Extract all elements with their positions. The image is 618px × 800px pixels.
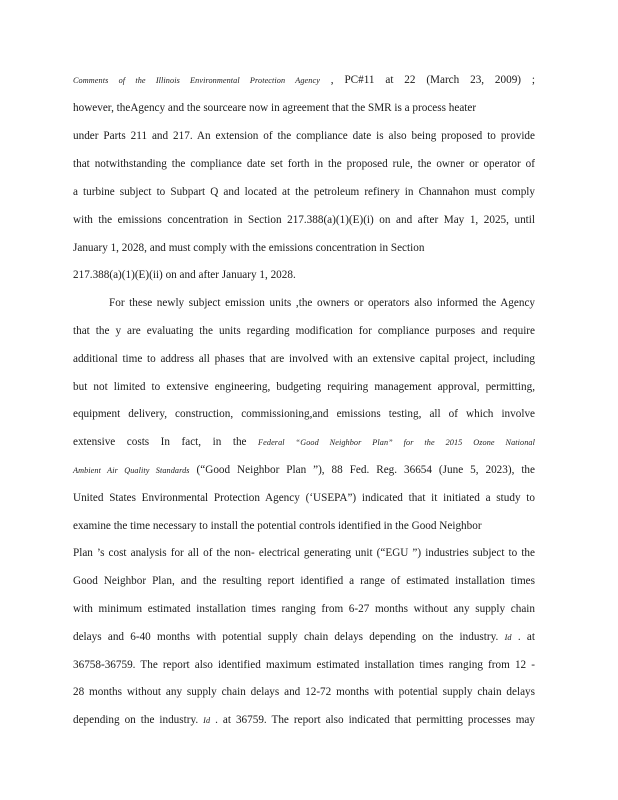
text-line [73, 602, 535, 616]
text-line [73, 519, 535, 533]
text-line [73, 630, 535, 645]
line-text: with minimum estimated installation times ranging from 6-27 months without any supply chain [73, 603, 535, 615]
text-line [73, 407, 535, 421]
line-text: . at [511, 631, 536, 643]
line-text: January 1, 2028, and must comply with the emissions concentration in Section [73, 242, 425, 254]
line-text: extensive costs In fact, in the [73, 436, 259, 448]
line-text: a turbine subject to Subpart Q and located at the petroleum refinery in Channahon must comply [73, 186, 535, 198]
line-text: 217.388(a)(1)(E)(ii) on and after January 1, 2028. [73, 269, 296, 281]
text-line [73, 324, 535, 338]
text-line [73, 129, 535, 143]
line-text: that the y are evaluating the units regarding modification for compliance purposes and require [73, 325, 535, 337]
line-text: . at 36759. The report also indicated that permitting processes may [210, 714, 535, 726]
text-line [73, 658, 535, 672]
line-text: with the emissions concentration in Section 217.388(a)(1)(E)(i) on and after May 1, 2025, until [73, 214, 535, 226]
text-line [73, 352, 535, 366]
line-text: United States Environmental Protection Agency (‘USEPA”) indicated that it initiated a study to [73, 492, 535, 504]
line-text: under Parts 211 and 217. An extension of the compliance date is also being proposed to provide [73, 130, 535, 142]
text-line [73, 435, 535, 450]
line-text: For these newly subject emission units ,the owners or operators also informed the Agency [109, 297, 535, 309]
text-line [73, 185, 535, 199]
line-text: that notwithstanding the compliance date set forth in the proposed rule, the owner or operator of [73, 158, 535, 170]
line-text: Plan ’s cost analysis for all of the non- electrical generating unit (“EGU ”) industries subject to the [73, 547, 535, 559]
text-line [73, 73, 535, 88]
line-text: but not limited to extensive engineering, budgeting requiring management approval, permitting, [73, 381, 535, 393]
text-line [73, 157, 535, 171]
text-line [73, 380, 535, 394]
line-text: equipment delivery, construction, commissioning,and emissions testing, all of which involve [73, 408, 535, 420]
line-text: however, theAgency and the sourceare now in agreement that the SMR is a process heater [73, 102, 477, 114]
text-line [73, 268, 535, 282]
text-line [73, 241, 535, 255]
text-line [73, 213, 535, 227]
text-line [73, 101, 535, 115]
line-text: 36758-36759. The report also identified maximum estimated installation times ranging from 12 - [73, 659, 535, 671]
line-text: Good Neighbor Plan, and the resulting report identified a range of estimated installation times [73, 575, 535, 587]
line-text: 28 months without any supply chain delays and 12-72 months with potential supply chain delays [73, 686, 535, 698]
line-text: delays and 6-40 months with potential supply chain delays depending on the industry. [73, 631, 505, 643]
line-text: , PC#11 at 22 (March 23, 2009) ; [319, 74, 536, 86]
text-line [73, 713, 535, 728]
italic-citation: Federal “Good Neighbor Plan” for the 2015 Ozone National [258, 438, 535, 447]
line-text: depending on the industry. [73, 714, 204, 726]
italic-citation: Id [504, 633, 512, 642]
text-line [109, 296, 535, 310]
line-text: (“Good Neighbor Plan ”), 88 Fed. Reg. 36654 (June 5, 2023), the [189, 464, 535, 476]
italic-citation: Comments of the Illinois Environmental Protection Agency [73, 76, 320, 85]
text-line [73, 574, 535, 588]
italic-citation: Ambient Air Quality Standards [73, 466, 190, 475]
text-line [73, 463, 535, 478]
text-line [73, 491, 535, 505]
text-line [73, 546, 535, 560]
text-line [73, 685, 535, 699]
line-text: examine the time necessary to install the potential controls identified in the Good Neighbor [73, 520, 482, 532]
line-text: additional time to address all phases that are involved with an extensive capital project, including [73, 353, 535, 365]
italic-citation: Id [203, 716, 211, 725]
